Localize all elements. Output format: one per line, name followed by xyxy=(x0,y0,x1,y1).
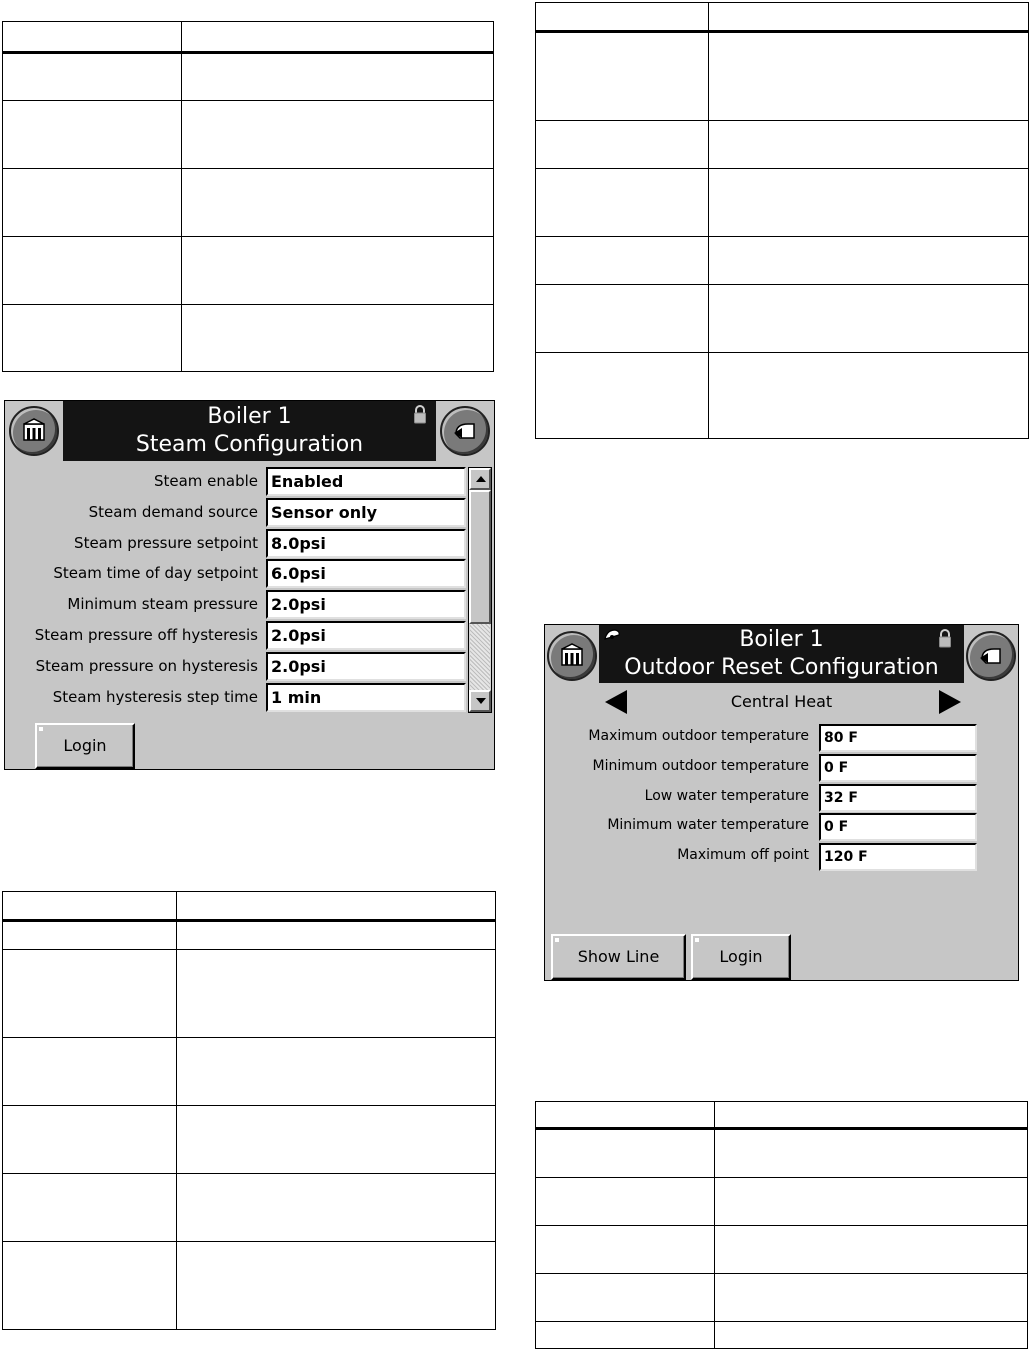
field-value[interactable]: Enabled xyxy=(266,467,466,496)
field-value[interactable]: 2.0psi xyxy=(266,652,466,681)
field-row xyxy=(545,843,1018,871)
login-button[interactable] xyxy=(35,723,135,769)
lock-icon xyxy=(413,404,427,424)
field-value[interactable]: 6.0psi xyxy=(266,559,466,588)
home-button[interactable] xyxy=(547,631,597,681)
building-icon xyxy=(557,641,587,671)
field-row xyxy=(5,652,494,681)
show-line-button-label: Show Line xyxy=(577,947,660,966)
screen-title-line1: Boiler 1 xyxy=(739,627,824,652)
scroll-thumb[interactable] xyxy=(469,490,491,624)
triangle-down-icon xyxy=(471,692,491,710)
field-row xyxy=(5,683,494,712)
field-value[interactable]: 2.0psi xyxy=(266,590,466,619)
field-label: Steam pressure setpoint xyxy=(74,533,258,552)
field-row xyxy=(5,498,494,527)
building-icon xyxy=(19,416,49,446)
field-value[interactable]: 1 min xyxy=(266,683,466,712)
field-row xyxy=(545,813,1018,841)
field-value[interactable]: Sensor only xyxy=(266,498,466,527)
field-row xyxy=(545,724,1018,752)
back-arrow-icon xyxy=(976,641,1006,671)
back-button[interactable] xyxy=(440,406,490,456)
field-row xyxy=(5,590,494,619)
screen-title-line1: Boiler 1 xyxy=(207,404,292,429)
field-label: Steam pressure on hysteresis xyxy=(35,656,258,675)
field-row xyxy=(5,559,494,588)
field-label: Minimum outdoor temperature xyxy=(592,757,809,774)
scroll-up-button[interactable] xyxy=(469,468,491,490)
lock-icon xyxy=(938,628,952,648)
field-label: Low water temperature xyxy=(644,787,809,804)
login-button-label: Login xyxy=(719,947,763,966)
field-value[interactable]: 2.0psi xyxy=(266,621,466,650)
login-button-label: Login xyxy=(63,736,107,755)
field-row xyxy=(5,621,494,650)
scroll-down-button[interactable] xyxy=(469,690,491,712)
field-value[interactable]: 32 F xyxy=(819,784,977,812)
field-row xyxy=(545,754,1018,782)
field-row xyxy=(5,529,494,558)
field-label: Minimum water temperature xyxy=(607,817,809,834)
home-button[interactable] xyxy=(9,406,59,456)
field-value[interactable]: 8.0psi xyxy=(266,529,466,558)
table-top-right xyxy=(535,2,1029,439)
category-label: Central Heat xyxy=(730,692,833,711)
steam-configuration-screen xyxy=(4,400,495,770)
field-label: Steam demand source xyxy=(88,502,258,521)
alarm-bell-icon[interactable] xyxy=(601,627,623,645)
field-label: Steam pressure off hysteresis xyxy=(34,626,258,644)
title-bar xyxy=(63,401,436,461)
field-label: Steam enable xyxy=(153,472,258,490)
field-label: Maximum off point xyxy=(677,847,809,864)
screen-title-line2: Outdoor Reset Configuration xyxy=(624,655,939,680)
back-arrow-icon xyxy=(450,416,480,446)
login-button[interactable] xyxy=(691,934,791,980)
field-value[interactable]: 0 F xyxy=(819,754,977,782)
scroll-track[interactable] xyxy=(470,624,490,690)
outdoor-reset-configuration-screen xyxy=(544,624,1019,981)
field-label: Steam time of day setpoint xyxy=(53,564,258,583)
field-label: Minimum steam pressure xyxy=(67,595,258,614)
screen-title-line2: Steam Configuration xyxy=(135,432,364,457)
table-bottom-right xyxy=(535,1101,1028,1349)
scrollbar[interactable] xyxy=(468,467,492,713)
field-row xyxy=(545,784,1018,812)
triangle-up-icon xyxy=(471,470,491,488)
back-button[interactable] xyxy=(966,631,1016,681)
next-arrow-icon[interactable] xyxy=(935,689,963,715)
field-label: Maximum outdoor temperature xyxy=(588,728,809,744)
table-bottom-left xyxy=(2,891,496,1330)
previous-arrow-icon[interactable] xyxy=(603,689,631,715)
table-top-left xyxy=(2,21,494,372)
field-label: Steam hysteresis step time xyxy=(52,687,258,706)
field-value[interactable]: 120 F xyxy=(819,843,977,871)
field-value[interactable]: 0 F xyxy=(819,813,977,841)
show-line-button[interactable] xyxy=(551,934,686,980)
title-bar xyxy=(599,625,964,683)
field-row xyxy=(5,467,494,496)
field-value[interactable]: 80 F xyxy=(819,724,977,752)
